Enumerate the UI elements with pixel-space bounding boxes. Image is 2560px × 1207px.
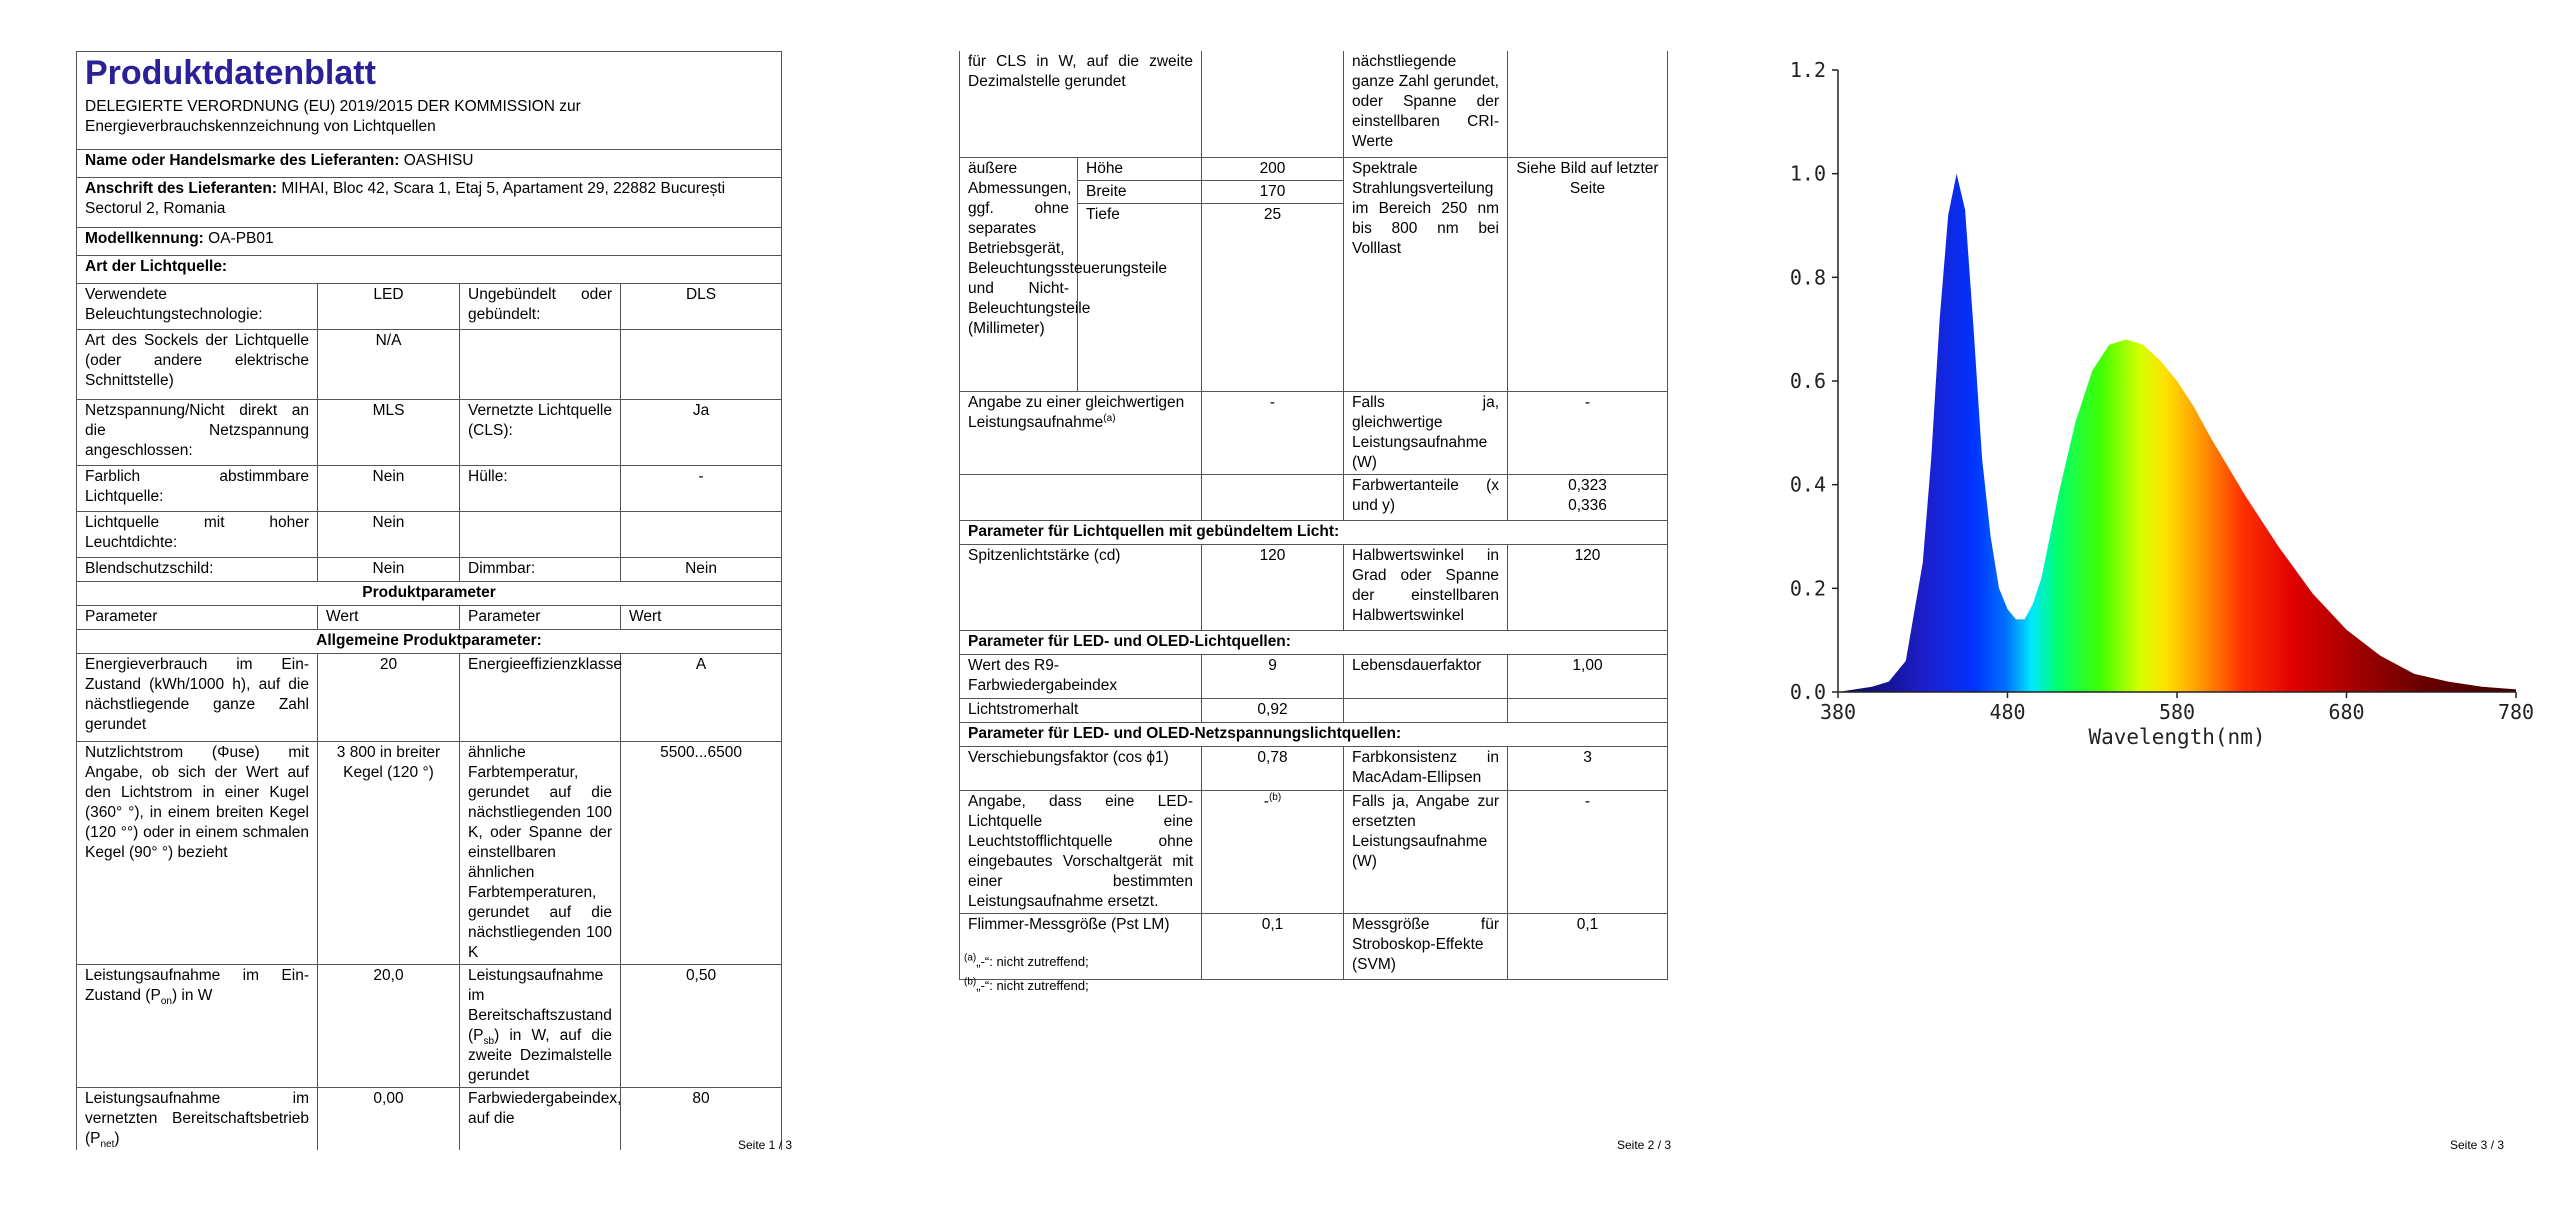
row-antiglare-label: Blendschutzschild: [77,558,318,582]
flicker-value: 0,1 [1202,913,1344,979]
macadam-value: 3 [1508,746,1668,790]
psb-sub: sb [483,1036,495,1048]
y-tick-label: 1.2 [1789,58,1826,82]
height-value: 200 [1202,157,1344,180]
row-directional-value: DLS [621,284,782,330]
row-cap-label: Art des Sockels der Lichtquelle (oder andere elektrische Schnittstelle) [77,330,318,400]
lumen-empty-value [1508,698,1668,722]
pon-label-tail: ) in W [171,987,213,1004]
equiv2-value: - [1508,391,1668,474]
footnote-b-mark: (b) [964,976,977,988]
page-2 [853,0,1706,1207]
lumen-value: 0,92 [1202,698,1344,722]
x-tick-label: 380 [1819,700,1857,724]
row-dimmable-value: Nein [621,558,782,582]
replace2-label: Falls ja, Angabe zur ersetzten Leistungsaufnahme (W) [1344,790,1508,913]
row-dimmable-label: Dimmbar: [460,558,621,582]
model-value: OA-PB01 [208,230,274,247]
chroma-x: 0,323 [1568,476,1607,494]
row-luminance-empty-label [460,512,621,558]
supplier-label: Name oder Handelsmarke des Lieferanten: [85,152,400,169]
equiv2-label: Falls ja, gleichwertige Leistungsaufnahme (W) [1344,391,1508,474]
type-heading: Art der Lichtquelle: [77,256,782,284]
pon-label [77,965,318,1088]
supplier-row [77,150,782,178]
equiv-sup: (a) [1103,412,1116,424]
chroma-values [1508,474,1668,520]
peak-label: Spitzenlichtstärke (cd) [960,544,1202,630]
energy-value: 20 [318,654,460,742]
led-heading: Parameter für LED- und OLED-Lichtquellen: [960,630,1668,654]
y-tick-label: 0.4 [1789,472,1826,497]
pnet-sub: net [100,1139,115,1151]
pnet-value: 0,00 [318,1088,460,1151]
x-tick-label: 480 [1989,700,2026,724]
replace-value [1202,790,1344,913]
row-cls-label: Vernetzte Lichtquelle (CLS): [460,400,621,466]
pnet-label [77,1088,318,1151]
row-envelope-value: - [621,466,782,512]
cri-value: 80 [621,1088,782,1151]
row-luminance-label: Lichtquelle mit hoher Leuchtdichte: [77,512,318,558]
cont-empty-value-2 [1508,51,1668,157]
width-value: 170 [1202,180,1344,203]
equiv-label [960,391,1202,474]
replace-label: Angabe, dass eine LED-Lichtquelle eine Leuchtstofflichtquelle ohne eingebautes Vorschaltgerät mit einer bestimmten Leistungsaufnahme ersetzt. [960,790,1202,913]
replace-sup: (b) [1268,791,1282,803]
page-1 [0,0,853,1207]
row-technology-label: Verwendete Beleuchtungstechnologie: [77,284,318,330]
pf-label: Verschiebungsfaktor (cos ϕ1) [960,746,1202,790]
row-cap-empty-label [460,330,621,400]
pnet-label-tail: ) [114,1130,120,1147]
chroma-y: 0,336 [1568,496,1607,514]
survival-label: Lebensdauerfaktor [1344,654,1508,698]
x-tick-label: 580 [2158,700,2196,724]
x-axis-label: Wavelength(nm) [2088,725,2266,749]
row-tunable-label: Farblich abstimmbare Lichtquelle: [77,466,318,512]
beam-value: 120 [1508,544,1668,630]
pon-sub: on [160,996,172,1008]
address-label: Anschrift des Lieferanten: [85,180,278,197]
cri-label: Farbwiedergabeindex, auf die [460,1088,621,1151]
chroma-empty-label [960,474,1202,520]
replace-value-text: - [1263,792,1269,810]
lumen-empty-label [1344,698,1508,722]
spectral-distribution-chart [1706,0,2560,780]
pf-value: 0,78 [1202,746,1344,790]
efficiency-value: A [621,654,782,742]
y-tick-label: 1.0 [1789,161,1826,186]
footnote-b [964,978,1089,993]
pon-label-text: Leistungsaufnahme im Ein-Zustand (P [85,967,309,1004]
flux-label: Nutzlichtstrom (Φuse) mit Angabe, ob sich der Wert auf den Lichtstrom in einer Kugel (360° °), in einem breiten Kegel (120 °°) oder in einem schmalen Kegel (90° °) bezieht [77,742,318,965]
x-tick-label: 780 [2497,700,2535,724]
replace2-value: - [1508,790,1668,913]
flux-value: 3 800 in breiter Kegel (120 °) [318,742,460,965]
x-tick-label: 680 [2328,700,2365,724]
psb-label [460,965,621,1088]
spectrum-area [1838,174,2516,692]
address-row [77,178,782,228]
row-envelope-label: Hülle: [460,466,621,512]
lumen-label: Lichtstromerhalt [960,698,1202,722]
r9-label: Wert des R9-Farbwiedergabeindex [960,654,1202,698]
x-ticks [1820,692,2534,724]
product-datasheet-table-continued [959,51,1668,980]
psb-value: 0,50 [621,965,782,1088]
dimensions-label: äußere Abmessungen, ggf. ohne separates Betriebsgerät, Beleuchtungssteuerungsteile und Nicht-Beleuchtungsteile (Millimeter) [960,157,1078,391]
col-param-2: Parameter [460,606,621,630]
row-technology-value: LED [318,284,460,330]
product-datasheet-table [76,51,782,1150]
header-cell [77,52,782,150]
equiv-value: - [1202,391,1344,474]
psb-label-tail: ) in W, auf die zweite Dezimalstelle gerundet [468,1027,612,1084]
product-params-heading: Produktparameter [77,582,782,606]
row-luminance-empty-value [621,512,782,558]
page-number-1: Seite 1 / 3 [738,1138,793,1152]
regulation-text: DELEGIERTE VERORDNUNG (EU) 2019/2015 DER KOMMISSION zur Energieverbrauchskennzeichnung von Lichtquellen [85,98,581,135]
col-value-2: Wert [621,606,782,630]
depth-value: 25 [1202,203,1344,391]
y-tick-label: 0.2 [1789,576,1826,601]
macadam-label: Farbkonsistenz in MacAdam-Ellipsen [1344,746,1508,790]
row-mains-value: MLS [318,400,460,466]
cct-label: ähnliche Farbtemperatur, gerundet auf die nächstliegenden 100 K, oder Spanne der einstellbaren ähnlichen Farbtemperaturen, gerundet auf die nächstliegenden 100 K [460,742,621,965]
r9-value: 9 [1202,654,1344,698]
flicker-label: Flimmer-Messgröße (Pst LM) [960,913,1202,979]
col-param-1: Parameter [77,606,318,630]
energy-label: Energieverbrauch im Ein-Zustand (kWh/1000 h), auf die nächstliegende ganze Zahl gerundet [77,654,318,742]
y-tick-label: 0.8 [1789,265,1826,290]
supplier-value: OASHISU [403,152,474,169]
mains-heading: Parameter für LED- und OLED-Netzspannungslichtquellen: [960,722,1668,746]
svm-label: Messgröße für Stroboskop-Effekte (SVM) [1344,913,1508,979]
row-mains-label: Netzspannung/Nicht direkt an die Netzspannung angeschlossen: [77,400,318,466]
model-row [77,228,782,256]
chroma-label: Farbwertanteile (x und y) [1344,474,1508,520]
cont-standby-label: für CLS in W, auf die zweite Dezimalstelle gerundet [960,51,1202,157]
survival-value: 1,00 [1508,654,1668,698]
row-cap-empty-value [621,330,782,400]
footnote-a [964,954,1089,969]
page-number-3: Seite 3 / 3 [2450,1138,2505,1152]
row-luminance-value: Nein [318,512,460,558]
y-tick-label: 0.0 [1789,680,1826,704]
spd-value: Siehe Bild auf letzter Seite [1508,157,1668,391]
cont-cri-label: nächstliegende ganze Zahl gerundet, oder Spanne der einstellbaren CRI-Werte [1344,51,1508,157]
cct-value: 5500...6500 [621,742,782,965]
address-value: MIHAI, Bloc 42, Scara 1, Etaj 5, Apartament 29, 22882 București Sectorul 2, Romania [85,180,726,217]
footnote-a-mark: (a) [964,952,977,964]
page-number-2: Seite 2 / 3 [1617,1138,1672,1152]
page-3 [1706,0,2560,1207]
row-antiglare-value: Nein [318,558,460,582]
chroma-empty-value [1202,474,1344,520]
row-cap-value: N/A [318,330,460,400]
psb-label-text: Leistungsaufnahme im Bereitschaftszustand (P [468,967,612,1044]
doc-title: Produktdatenblatt [85,54,376,92]
row-directional-label: Ungebündelt oder gebündelt: [460,284,621,330]
footnote-b-text: „-“: nicht zutreffend; [976,978,1089,993]
beam-label: Halbwertswinkel in Grad oder Spanne der einstellbaren Halbwertswinkel [1344,544,1508,630]
col-value-1: Wert [318,606,460,630]
depth-label: Tiefe [1078,203,1202,391]
peak-value: 120 [1202,544,1344,630]
model-label: Modellkennung: [85,230,204,247]
footnote-a-text: „-“: nicht zutreffend; [976,954,1089,969]
width-label: Breite [1078,180,1202,203]
row-tunable-value: Nein [318,466,460,512]
directional-heading: Parameter für Lichtquellen mit gebündeltem Licht: [960,520,1668,544]
y-tick-label: 0.6 [1789,369,1826,393]
equiv-label-text: Angabe zu einer gleichwertigen Leistungsaufnahme [968,393,1185,431]
pon-value: 20,0 [318,965,460,1088]
svm-value: 0,1 [1508,913,1668,979]
general-heading: Allgemeine Produktparameter: [77,630,782,654]
height-label: Höhe [1078,157,1202,180]
efficiency-label: Energieeffizienzklasse [460,654,621,742]
cont-empty-value [1202,51,1344,157]
spd-label: Spektrale Strahlungsverteilung im Bereich 250 nm bis 800 nm bei Volllast [1344,157,1508,391]
pnet-label-text: Leistungsaufnahme im vernetzten Bereitschaftsbetrieb (P [85,1090,309,1147]
y-ticks [1790,58,1838,704]
row-cls-value: Ja [621,400,782,466]
